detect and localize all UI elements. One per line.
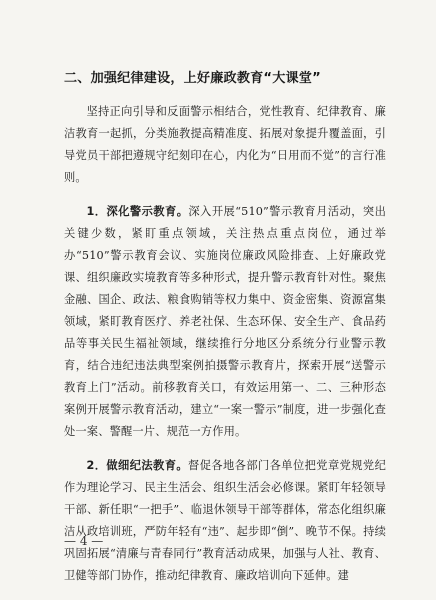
section-heading: 二、加强纪律建设，上好廉政教育“大课堂” bbox=[64, 71, 321, 86]
document-body bbox=[64, 69, 386, 587]
paragraph-item-2 bbox=[64, 455, 386, 587]
item-1-text: 深入开展“510”警示教育月活动，突出关键少数，紧盯重点领域，关注热点重点岗位，通过举办“510”警示教育会议、实施岗位廉政风险排查、上好廉政党课、组织廉政实境教育等多种形式，提升警示教育针对性。聚焦金融、国企、政法、粮食购销等权力集中、资金密集、资源富集领域，紧盯教育医疗、养老社保、生态环保、安全生产、食品药品等事关民生福祉领域，继续推行分地区分系统分行业警示教育，结合违纪违法典型案例拍摄警示教育片，探索开展“送警示教育上门”活动。前移教育关口，有效运用第一、二、三种形态案例开展警示教育活动，建立“一案一警示”制度，进一步强化查处一案、警醒一片、规范一方作用。 bbox=[64, 205, 386, 438]
item-2-lead: 2．做细纪法教育。 bbox=[86, 459, 189, 472]
item-1-lead: 1．深化警示教育。 bbox=[86, 205, 189, 218]
paragraph-item-1 bbox=[64, 201, 386, 443]
page-number: — 4 — bbox=[64, 534, 104, 548]
item-2-text: 督促各地各部门各单位把党章党规党纪作为理论学习、民主生活会、组织生活会必修课。紧盯年轻领导干部、新任职“一把手”、临退休领导干部等群体，常态化组织廉洁从政培训班，严防年轻有“违”、起步即“倒”、晚节不保。持续巩固拓展“清廉与青春同行”教育活动成果，加强与人社、教育、卫健等部门协作，推动纪律教育、廉政培训向下延伸。建 bbox=[64, 459, 386, 582]
intro-paragraph: 坚持正向引导和反面警示相结合，党性教育、纪律教育、廉洁教育一起抓，分类施教提高精准度、拓展对象提升覆盖面，引导党员干部把遵规守纪刻印在心，内化为“日用而不觉”的言行准则。 bbox=[64, 105, 386, 184]
